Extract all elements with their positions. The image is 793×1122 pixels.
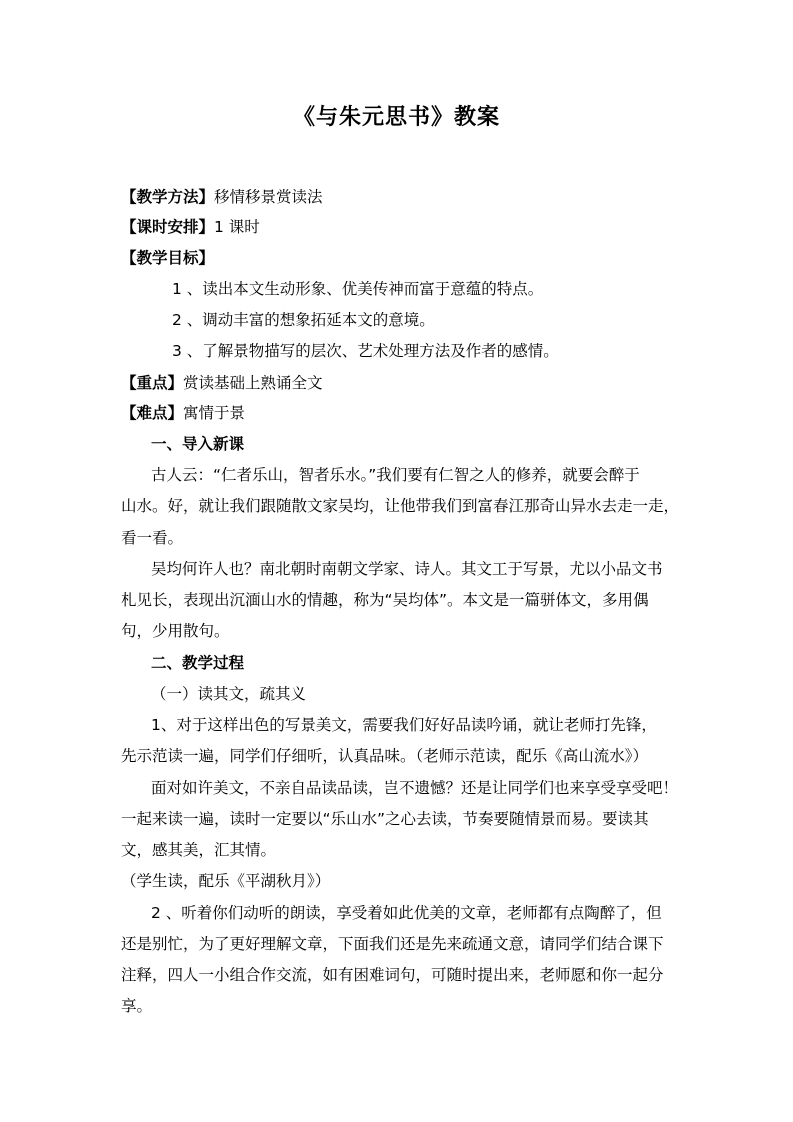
paragraph-line: 一起来读一遍，读时一定要以“乐山水”之心去读，节奏要随情景而易。要读其	[121, 810, 649, 828]
paragraph-line: 面对如许美文，不亲自品读品读，岂不遗憾？还是让同学们也来享受享受吧！	[151, 779, 679, 797]
document-title: 《与朱元思书》教案	[292, 105, 500, 130]
paragraph-line: 吴均何许人也？南北朝时南朝文学家、诗人。其文工于写景，尤以小品文书	[151, 560, 663, 578]
section2-heading: 二、教学过程	[151, 654, 245, 672]
goal-item: 1 、读出本文生动形象、优美传神而富于意蕴的特点。	[172, 280, 544, 298]
paragraph-line: 2 、听着你们动听的朗读，享受着如此优美的文章，老师都有点陶醉了，但	[151, 904, 662, 922]
paragraph-line: 古人云：“仁者乐山，智者乐水。”我们要有仁智之人的修养，就要会醉于	[151, 466, 640, 484]
paragraph-line: 文，感其美，汇其情。	[121, 841, 277, 859]
paragraph-line: 还是别忙，为了更好理解文章，下面我们还是先来疏通文意，请同学们结合课下	[121, 935, 664, 953]
paragraph-line: 札见长，表现出沉湎山水的情趣，称为“吴均体”。本文是一篇骈体文，多用偶	[121, 591, 649, 609]
paragraph-line: 注释，四人一小组合作交流，如有困难词句，可随时提出来，老师愿和你一起分	[121, 966, 664, 984]
key-label: 【重点】	[121, 374, 184, 392]
paragraph-line: 看一看。	[121, 529, 184, 547]
goal-item: 3 、了解景物描写的层次、艺术处理方法及作者的感情。	[172, 342, 559, 360]
key-line	[121, 372, 323, 394]
key-value: 赏读基础上熟诵全文	[183, 374, 323, 392]
stage-note: （学生读，配乐《平湖秋月》）	[121, 872, 331, 890]
difficulty-label: 【难点】	[121, 404, 184, 422]
paragraph-line: 山水。好，就让我们跟随散文家吴均，让他带我们到富春江那奇山异水去走一走，	[121, 497, 680, 515]
schedule-label: 【课时安排】	[121, 218, 215, 236]
difficulty-line	[121, 402, 245, 424]
paragraph-line: 先示范读一遍，同学们仔细听，认真品味。（老师示范读，配乐《高山流水》）	[121, 747, 649, 765]
method-label: 【教学方法】	[121, 188, 215, 206]
schedule-line	[121, 216, 260, 238]
paragraph-line: 享。	[121, 997, 153, 1015]
goal-item: 2 、调动丰富的想象拓延本文的意境。	[172, 311, 435, 329]
method-value: 移情移景赏读法	[214, 188, 323, 206]
schedule-value: 1 课时	[214, 218, 260, 236]
difficulty-value: 寓情于景	[183, 404, 246, 422]
subsection-heading: （一）读其文，疏其义	[151, 685, 307, 703]
paragraph-line: 1、对于这样出色的写景美文，需要我们好好品读吟诵，就让老师打先锋，	[151, 716, 657, 734]
goals-label: 【教学目标】	[121, 249, 215, 267]
method-line	[121, 186, 323, 208]
section1-heading: 一、导入新课	[151, 435, 245, 453]
paragraph-line: 句，少用散句。	[121, 622, 230, 640]
